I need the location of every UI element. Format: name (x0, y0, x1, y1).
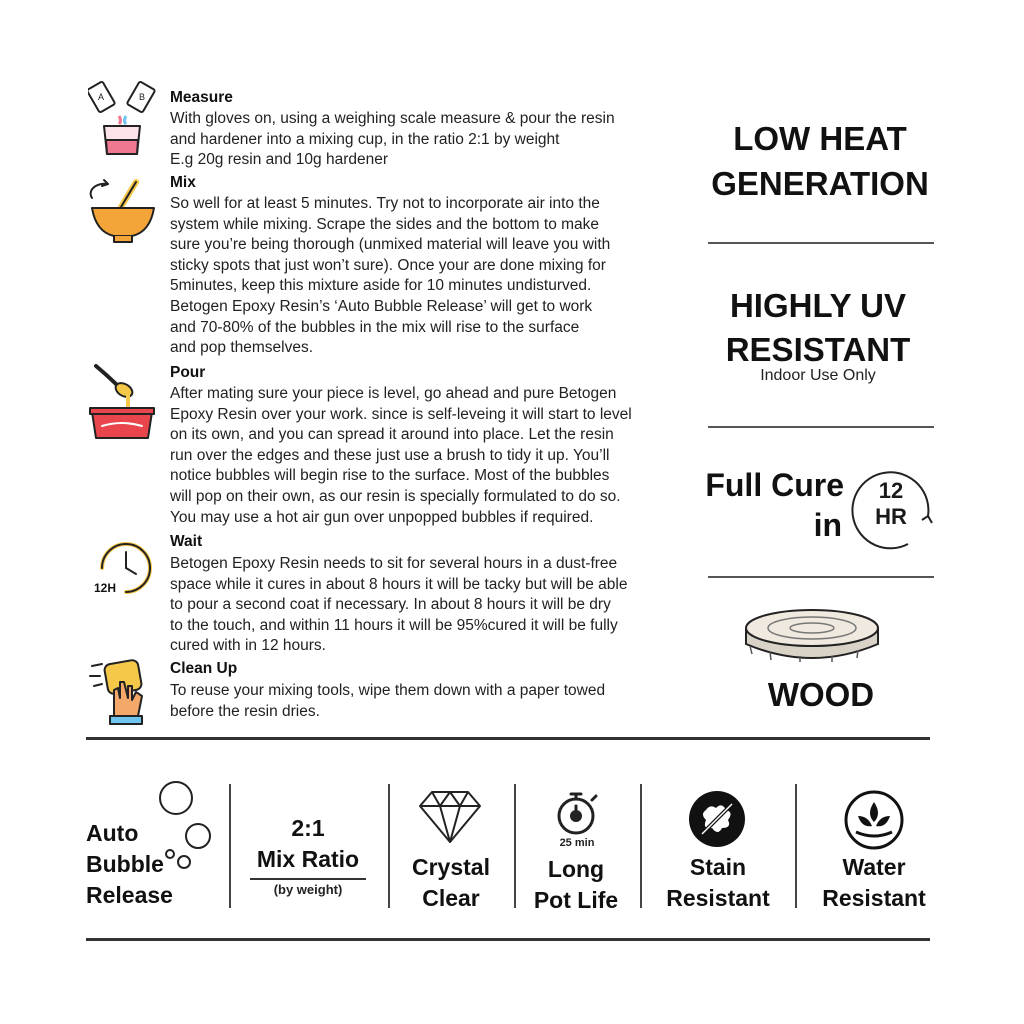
step-line: notice bubbles will begin rise to the surface. Most of the bubbles (170, 467, 610, 485)
cure-badge-value: 12 (878, 478, 904, 503)
full-cure-line: in (813, 507, 842, 543)
step-line: So well for at least 5 minutes. Try not to incorporate air into the (170, 195, 600, 212)
step-line: Betogen Epoxy Resin needs to sit for several hours in a dust-free (170, 555, 618, 572)
step-line: and 70-80% of the bubbles in the mix will rise to the surface (170, 318, 580, 336)
feature-auto-bubble (86, 818, 173, 911)
feature-ratio-label: Mix Ratio (256, 846, 360, 872)
full-cure-line: Full Cure (705, 467, 844, 503)
feature-ratio-value: 2:1 (291, 815, 325, 841)
step-title-measure: Measure (170, 89, 233, 106)
diamond-icon (418, 788, 482, 844)
stain-resistant-icon (688, 790, 746, 848)
divider (708, 242, 934, 244)
step-line: sure you’re being thorough (unmixed material will leave you with (170, 236, 611, 254)
step-line: and hardener into a mixing cup, in the ratio 2:1 by weight (170, 130, 560, 148)
step-line: to pour a second coat if necessary. In about 8 hours it will be dry (170, 596, 611, 614)
water-resistant-icon (844, 790, 904, 850)
feature-line: Bubble (86, 851, 164, 877)
wood-label: WOOD (767, 676, 875, 713)
step-line: Epoxy Resin over your work. since is self-leveing it will start to level (170, 405, 632, 423)
step-body-cleanup (170, 681, 690, 722)
wood-slice-icon (740, 606, 884, 666)
feature-line: Crystal (412, 854, 490, 880)
step-body-pour (170, 384, 690, 528)
feature-line: Stain (689, 854, 747, 880)
step-line: on its own, and you can spread it around into place. Let the resin (170, 426, 614, 444)
stopwatch-icon (552, 788, 602, 838)
feature-line: Auto (86, 820, 139, 846)
low-heat-line: LOW HEAT (733, 120, 907, 157)
pour-bowl-icon (88, 362, 150, 424)
low-heat-heading (700, 116, 940, 206)
svg-text:B: B (139, 92, 146, 102)
step-line: You may use a hot air gun over unpopped bubbles if required. (170, 508, 594, 526)
full-cure-label (688, 465, 844, 545)
measure-bottles-icon (88, 80, 150, 142)
feature-line: Pot Life (533, 887, 619, 913)
mixing-bowl-icon (88, 176, 150, 238)
step-line: To reuse your mixing tools, wipe them down with a paper towed (170, 682, 606, 699)
uv-line: HIGHLY UV (729, 287, 907, 324)
step-line: before the resin dries. (170, 702, 320, 720)
step-body-wait (170, 554, 690, 657)
feature-divider (388, 784, 390, 908)
divider (708, 426, 934, 428)
step-line: E.g 20g resin and 10g hardener (170, 151, 389, 169)
ratio-underline (250, 878, 366, 880)
uv-line: RESISTANT (725, 331, 911, 368)
step-line: cured with in 12 hours. (170, 637, 326, 655)
clock-12h-icon (92, 534, 154, 596)
step-body-measure (170, 109, 690, 171)
feature-long-pot-life (524, 854, 628, 916)
clock-label: 12H (94, 581, 117, 595)
feature-crystal-clear (396, 852, 506, 914)
step-line: space while it cures in about 8 hours it will be tacky but will be able (170, 575, 628, 593)
divider (708, 576, 934, 578)
step-line: system while mixing. Scrape the sides and the bottom to make (170, 215, 600, 233)
step-line: With gloves on, using a weighing scale measure & pour the resin (170, 110, 615, 127)
uv-resistant-heading (700, 284, 936, 372)
step-line: 5minutes, keep this mixture aside for 10 minutes undisturved. (170, 277, 592, 295)
svg-text:A: A (98, 92, 105, 102)
cure-badge-icon (848, 466, 934, 552)
feature-line: Resistant (822, 885, 926, 911)
feature-ratio-note: (by weight) (273, 882, 343, 897)
feature-water-resistant (804, 852, 944, 914)
feature-divider (795, 784, 797, 908)
step-title-cleanup: Clean Up (170, 660, 238, 677)
step-title-wait: Wait (170, 533, 203, 550)
step-line: Betogen Epoxy Resin’s ‘Auto Bubble Release’ will get to work (170, 297, 593, 315)
step-line: After mating sure your piece is level, go ahead and pure Betogen (170, 385, 617, 402)
step-line: and pop themselves. (170, 339, 314, 357)
step-title-mix: Mix (170, 174, 196, 191)
step-line: to the touch, and within 11 hours it will be 95%cured it will be fully (170, 616, 618, 634)
feature-line: Release (86, 882, 173, 908)
pot-life-timer: 25 min (559, 837, 595, 849)
feature-divider (640, 784, 642, 908)
low-heat-line: GENERATION (711, 165, 929, 202)
step-body-mix (170, 194, 690, 359)
feature-bar-bottom-rule (86, 938, 930, 941)
cleaning-hand-icon (88, 656, 150, 718)
feature-line: Long (547, 856, 605, 882)
feature-stain-resistant (650, 852, 786, 914)
step-title-pour: Pour (170, 364, 206, 381)
feature-line: Resistant (666, 885, 770, 911)
feature-line: Clear (422, 885, 480, 911)
step-line: run over the edges and these just use a brush to tidy it up. You’ll (170, 446, 610, 464)
cure-badge-unit: HR (875, 504, 907, 529)
step-line: sticky spots that just won’t sure). Once your are done mixing for (170, 256, 606, 274)
indoor-use-note: Indoor Use Only (760, 367, 876, 384)
feature-bar-top-rule (86, 737, 930, 740)
feature-divider (514, 784, 516, 908)
feature-line: Water (842, 854, 906, 880)
feature-divider (229, 784, 231, 908)
step-line: will pop on their own, as our resin is specially formulated to do so. (170, 487, 621, 505)
